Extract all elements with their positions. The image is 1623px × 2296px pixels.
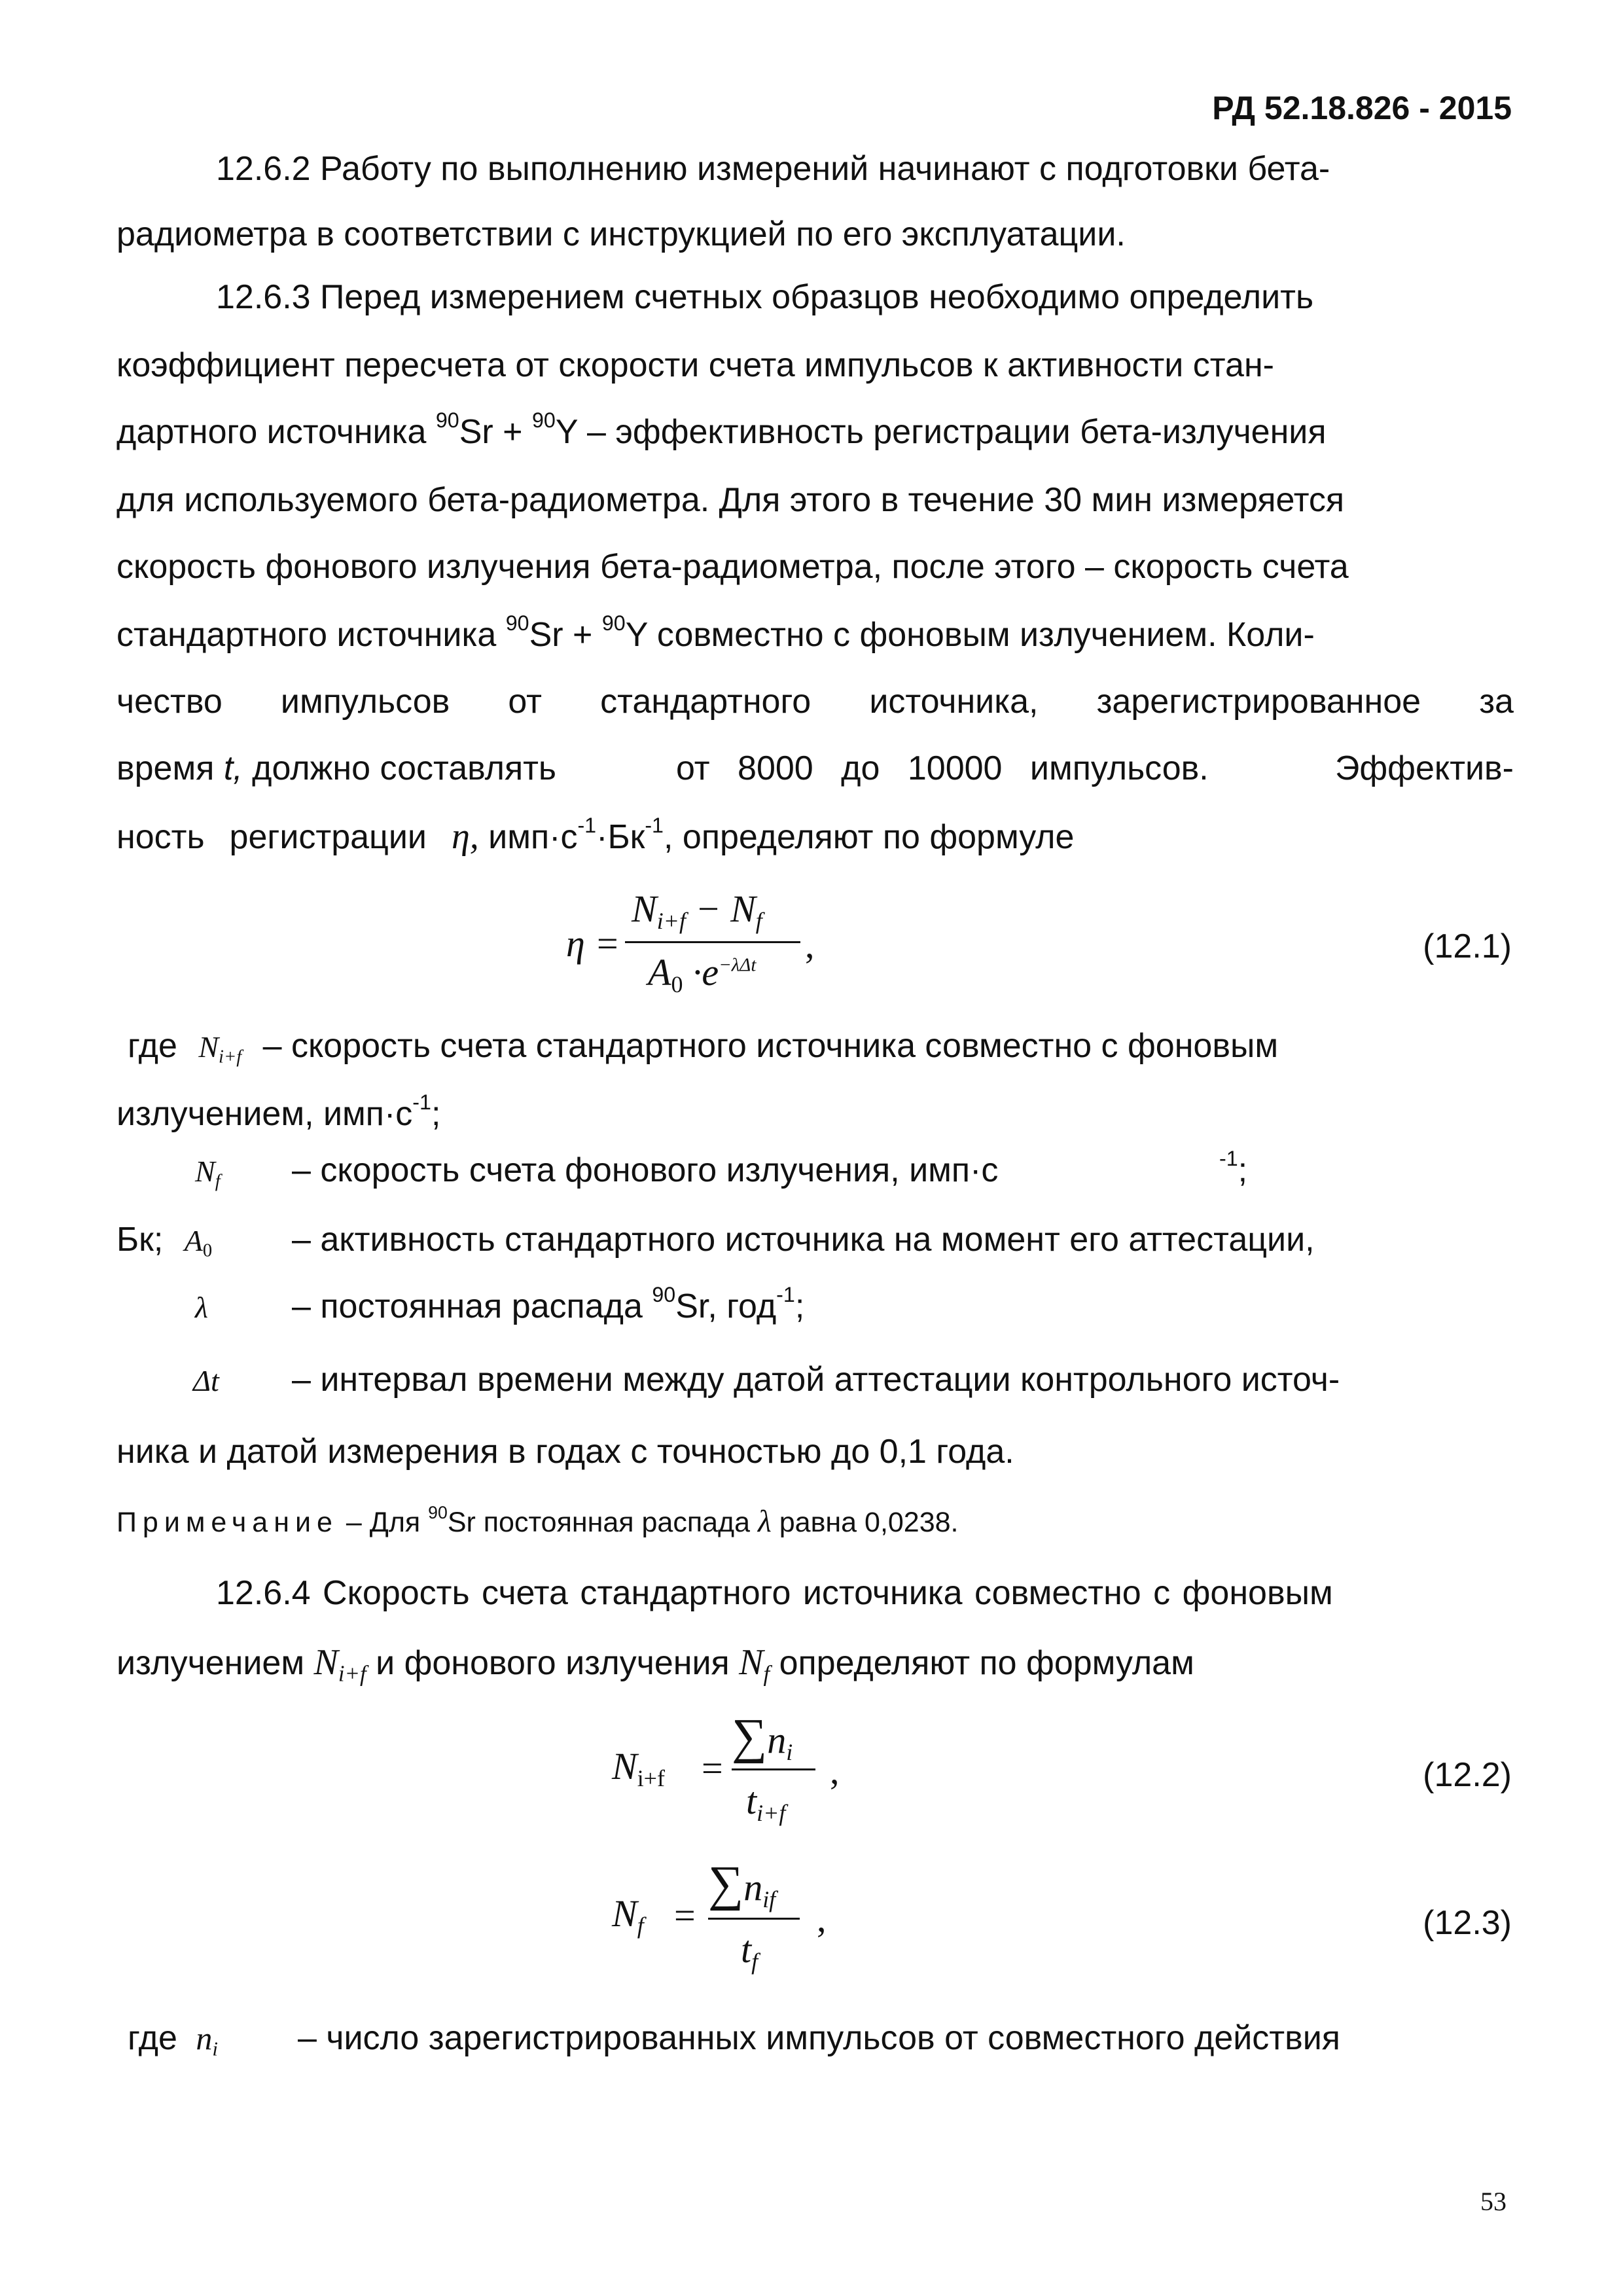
formula-12-1-comma: , [805, 924, 815, 966]
formula-12-3-equals: = [674, 1894, 696, 1937]
formula-12-1-fraction-bar [625, 941, 800, 943]
document-id: РД 52.18.826 - 2015 [1212, 90, 1512, 126]
formula-12-2-lhs: $N_{i+f}$ [612, 1745, 665, 1791]
formula-12-2-comma: , [830, 1749, 840, 1792]
p2-line5: скорость фонового излучения бета-радиометра, после этого – скорость счета [116, 548, 1349, 586]
p2-line9: ность регистрации η, $имп\cdot с^{-1}\cdot Бк^{-1}$, определяют по формуле [116, 813, 1075, 857]
definition-delta-t-cont: ника и датой измерения в годах с точностью до 0,1 года. [116, 1433, 1014, 1471]
p2-line1: 12.6.3 Перед измерением счетных образцов необходимо определить [216, 278, 1314, 316]
formula-12-1-lhs: η = [566, 922, 620, 965]
formula-12-2-fraction-bar [732, 1768, 815, 1770]
formula-12-1-denominator: $A_0 \cdot e^{-\lambda\Delta t}$ [648, 951, 757, 997]
formula-12-3-fraction-bar [708, 1918, 800, 1920]
definition-n-i: где $n_i$ – число зарегистрированных импульсов от совместного действия [128, 2019, 1340, 2060]
formula-12-2-equals: = [702, 1747, 723, 1789]
note: Примечание – Для $^{90}$Sr постоянная распада λ равна 0,0238. [116, 1503, 959, 1539]
p3-line2: излучением $N_{i+f}$ и фонового излучения $N_f$ определяют по формулам [116, 1642, 1194, 1687]
formula-12-3-numerator: $\sum n_{if}$ [708, 1856, 776, 1912]
p2-line8: время t, должно составлять от 8000 до 10000 импульсов. Эффектив- [116, 749, 1514, 787]
formula-12-2-numerator: $\sum n_i$ [732, 1709, 793, 1765]
formula-12-3-denominator: $t_f$ [741, 1928, 758, 1975]
p2-line3: дартного источника $^{90}$Sr + $^{90}$Y – эффективность регистрации бета-излучения [116, 408, 1327, 451]
formula-12-2-denominator: $t_{i+f}$ [746, 1780, 786, 1826]
p2-line6: стандартного источника $^{90}$Sr + $^{90}$Y совместно с фоновым излучением. Коли- [116, 611, 1315, 654]
formula-12-1-numerator: $N_{i+f} - N_f$ [632, 888, 762, 934]
p2-line7: чество импульсов от стандартного источника, зарегистрированное за [116, 683, 1514, 721]
definition-delta-t: Δt – интервал времени между датой аттестации контрольного источ- [193, 1361, 1340, 1399]
formula-12-3-lhs: $N_f$ [612, 1892, 644, 1939]
definition-lambda: λ – постоянная распада $^{90}$Sr, год$^{-1}$; [195, 1282, 805, 1325]
definition-n-f: $N_f$ – скорость счета фонового излучения, имп·с $^{-1}$; [195, 1146, 1248, 1192]
p2-line2: коэффициент пересчета от скорости счета импульсов к активности стан- [116, 346, 1274, 384]
formula-12-3-comma: , [817, 1897, 827, 1940]
p1-line1: 12.6.2 Работу по выполнению измерений начинают с подготовки бета- [216, 150, 1330, 188]
p1-line2: радиометра в соответствии с инструкцией по его эксплуатации. [116, 215, 1126, 253]
p2-line4: для используемого бета-радиометра. Для этого в течение 30 мин измеряется [116, 481, 1345, 519]
definition-n-if: где $N_{i+f}$ – скорость счета стандартного источника совместно с фоновым [128, 1027, 1279, 1067]
definition-n-if-cont: излучением, $имп\cdot с^{-1}$; [116, 1090, 441, 1133]
formula-12-3-number: (12.3) [1423, 1904, 1512, 1942]
formula-12-2-number: (12.2) [1423, 1756, 1512, 1794]
p3-line1: 12.6.4 Скорость счета стандартного источника совместно с фоновым [216, 1574, 1333, 1612]
page-number: 53 [1480, 2187, 1507, 2216]
formula-12-1-number: (12.1) [1423, 927, 1512, 965]
definition-a0: Бк; $A_0$ – активность стандартного источника на момент его аттестации, [116, 1221, 1315, 1261]
